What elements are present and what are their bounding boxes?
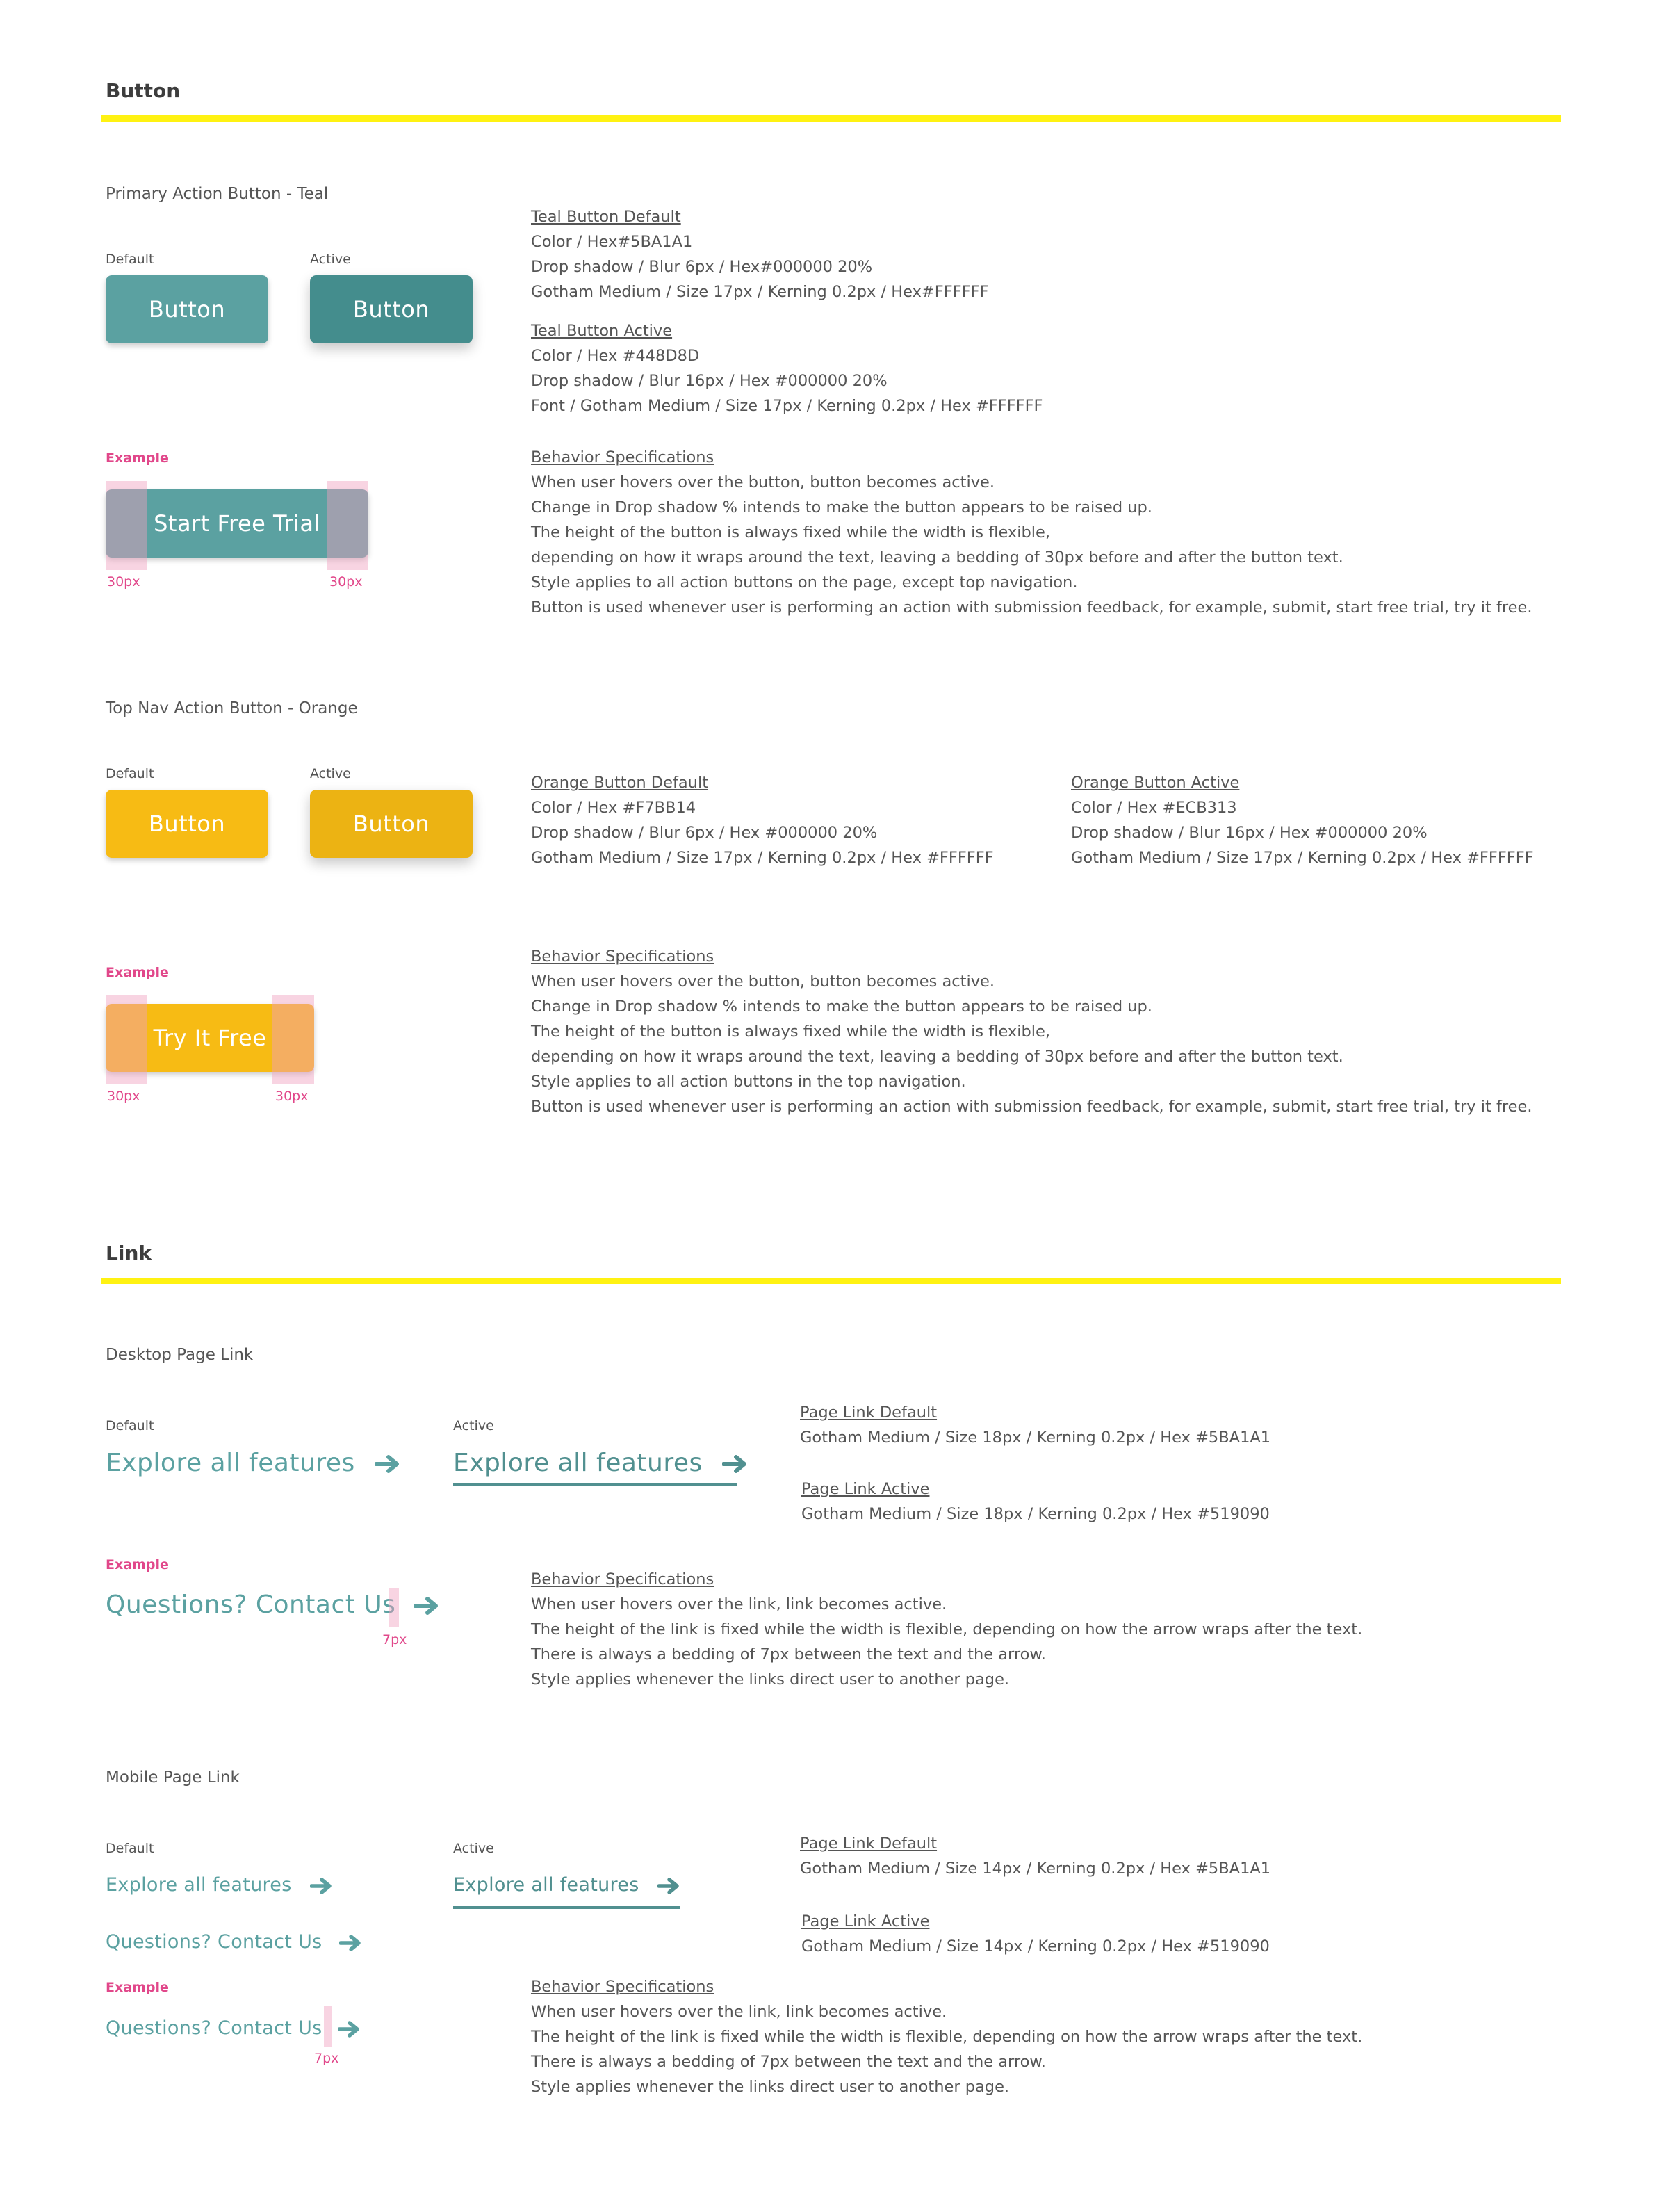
spec-line: When user hovers over the link, link becomes active. [531, 2003, 947, 2021]
spec-line: Color / Hex #ECB313 [1071, 799, 1237, 817]
spec-line: Drop shadow / Blur 16px / Hex #000000 20% [531, 372, 888, 390]
primary-example-label: Example [106, 450, 169, 466]
mobile-link-title: Mobile Page Link [106, 1768, 240, 1787]
arrow-right-icon [310, 1878, 334, 1894]
mobile-link-default[interactable] [106, 1874, 334, 1896]
desktop-link-active[interactable] [453, 1449, 749, 1477]
spec-line: depending on how it wraps around the text, leaving a bedding of 30px before and after the button text. [531, 1048, 1343, 1066]
spec-line: The height of the link is fixed while the width is flexible, depending on how the arrow wraps after the text. [531, 1620, 1363, 1638]
topnav-example-label: Example [106, 965, 169, 980]
desktop-behavior-head: Behavior Specifications [531, 1570, 714, 1588]
spec-line: Drop shadow / Blur 6px / Hex#000000 20% [531, 258, 873, 276]
button-section-title: Button [106, 79, 181, 102]
topnav-behavior-spec [531, 944, 1532, 1119]
button-section-rule [101, 115, 1561, 122]
mobile-contact-link[interactable] [106, 1931, 363, 1953]
gap-marker [324, 2006, 332, 2047]
primary-behavior-spec [531, 445, 1532, 620]
teal-button-default[interactable]: Button [106, 275, 268, 343]
mobile-link-active-underline [453, 1906, 680, 1909]
desktop-link-title: Desktop Page Link [106, 1346, 254, 1364]
spec-line: Color / Hex#5BA1A1 [531, 233, 693, 251]
desktop-active-label: Active [453, 1418, 494, 1433]
teal-button-active[interactable]: Button [310, 275, 473, 343]
desktop-active-spec [801, 1477, 1270, 1527]
topnav-active-label: Active [310, 766, 351, 781]
spec-line: Gotham Medium / Size 17px / Kerning 0.2px / Hex #FFFFFF [1071, 849, 1534, 867]
mobile-contact-link-text: Questions? Contact Us [106, 1931, 322, 1953]
mobile-behavior-spec [531, 1974, 1362, 2099]
spec-line: Drop shadow / Blur 6px / Hex #000000 20% [531, 824, 878, 842]
teal-active-spec [531, 318, 1042, 418]
mobile-link-active-text: Explore all features [453, 1874, 639, 1896]
orange-default-spec-head: Orange Button Default [531, 774, 709, 792]
mobile-default-spec-head: Page Link Default [800, 1835, 938, 1853]
mobile-behavior-head: Behavior Specifications [531, 1978, 714, 1996]
desktop-link-default[interactable] [106, 1449, 401, 1477]
gap-marker [389, 1588, 399, 1627]
padding-marker-right [272, 995, 314, 1084]
start-free-trial-button[interactable]: Start Free Trial [106, 489, 368, 558]
mobile-link-active[interactable] [453, 1874, 681, 1896]
mobile-default-spec [800, 1831, 1270, 1881]
spec-line: Gotham Medium / Size 18px / Kerning 0.2px / Hex #5BA1A1 [800, 1429, 1271, 1447]
padding-marker-right [327, 481, 368, 570]
primary-active-label: Active [310, 252, 351, 267]
spec-line: Color / Hex #F7BB14 [531, 799, 696, 817]
try-it-free-button[interactable]: Try It Free [106, 1004, 314, 1072]
spec-line: Style applies whenever the links direct user to another page. [531, 1670, 1010, 1689]
desktop-default-spec-head: Page Link Default [800, 1404, 938, 1422]
desktop-link-active-text: Explore all features [453, 1449, 703, 1477]
mobile-example-label: Example [106, 1980, 169, 1995]
arrow-right-icon [339, 1935, 363, 1951]
spec-line: Change in Drop shadow % intends to make the button appears to be raised up. [531, 998, 1152, 1016]
gap-label: 7px [314, 2051, 339, 2066]
desktop-default-label: Default [106, 1418, 154, 1433]
mobile-link-default-text: Explore all features [106, 1874, 292, 1896]
orange-default-spec [531, 770, 994, 870]
primary-button-title: Primary Action Button - Teal [106, 185, 329, 203]
padding-marker-left [106, 481, 147, 570]
spec-line: Style applies to all action buttons on the page, except top navigation. [531, 574, 1078, 592]
desktop-default-spec [800, 1400, 1270, 1450]
orange-button-active[interactable]: Button [310, 790, 473, 858]
topnav-behavior-head: Behavior Specifications [531, 948, 714, 966]
teal-default-spec [531, 204, 988, 304]
spec-line: There is always a bedding of 7px between the text and the arrow. [531, 2053, 1046, 2071]
spec-line: Gotham Medium / Size 14px / Kerning 0.2px / Hex #519090 [801, 1937, 1270, 1955]
mobile-example-link-text: Questions? Contact Us [106, 2017, 322, 2039]
mobile-default-label: Default [106, 1841, 154, 1856]
arrow-right-icon [657, 1878, 681, 1894]
link-section-title: Link [106, 1242, 152, 1264]
mobile-active-spec [801, 1909, 1270, 1959]
mobile-active-label: Active [453, 1841, 494, 1856]
spec-line: Gotham Medium / Size 17px / Kerning 0.2px / Hex#FFFFFF [531, 283, 989, 301]
spec-line: The height of the button is always fixed while the width is flexible, [531, 523, 1051, 542]
spec-line: Gotham Medium / Size 17px / Kerning 0.2px / Hex #FFFFFF [531, 849, 994, 867]
spec-line: Gotham Medium / Size 14px / Kerning 0.2px / Hex #5BA1A1 [800, 1860, 1271, 1878]
arrow-right-icon [414, 1597, 440, 1615]
desktop-behavior-spec [531, 1567, 1362, 1692]
padding-label-left: 30px [107, 574, 140, 589]
gap-label: 7px [382, 1632, 407, 1648]
spec-line: When user hovers over the button, button becomes active. [531, 473, 995, 491]
teal-active-spec-head: Teal Button Active [531, 322, 673, 340]
link-section-rule [101, 1278, 1561, 1284]
topnav-button-title: Top Nav Action Button - Orange [106, 699, 358, 717]
desktop-active-spec-head: Page Link Active [801, 1480, 930, 1498]
spec-line: Change in Drop shadow % intends to make the button appears to be raised up. [531, 498, 1152, 517]
spec-line: Style applies to all action buttons in the top navigation. [531, 1073, 966, 1091]
orange-active-spec [1071, 770, 1534, 870]
spec-line: Color / Hex #448D8D [531, 347, 700, 365]
primary-default-label: Default [106, 252, 154, 267]
spec-line: When user hovers over the button, button becomes active. [531, 973, 995, 991]
orange-active-spec-head: Orange Button Active [1071, 774, 1240, 792]
spec-line: The height of the button is always fixed while the width is flexible, [531, 1023, 1051, 1041]
padding-label-right: 30px [329, 574, 363, 589]
topnav-default-label: Default [106, 766, 154, 781]
mobile-active-spec-head: Page Link Active [801, 1912, 930, 1930]
desktop-link-default-text: Explore all features [106, 1449, 355, 1477]
padding-marker-left [106, 995, 147, 1084]
arrow-right-icon [375, 1455, 401, 1473]
desktop-link-active-underline [453, 1483, 737, 1486]
spec-line: When user hovers over the link, link becomes active. [531, 1595, 947, 1613]
padding-label-right: 30px [275, 1089, 309, 1104]
spec-line: Style applies whenever the links direct user to another page. [531, 2078, 1010, 2096]
padding-label-left: 30px [107, 1089, 140, 1104]
teal-default-spec-head: Teal Button Default [531, 208, 681, 226]
spec-line: depending on how it wraps around the text, leaving a bedding of 30px before and after the button text. [531, 548, 1343, 567]
spec-line: Gotham Medium / Size 18px / Kerning 0.2px / Hex #519090 [801, 1505, 1270, 1523]
spec-line: Drop shadow / Blur 16px / Hex #000000 20% [1071, 824, 1428, 842]
arrow-right-icon [338, 2021, 361, 2038]
spec-line: The height of the link is fixed while the width is flexible, depending on how the arrow wraps after the text. [531, 2028, 1363, 2046]
desktop-example-label: Example [106, 1557, 169, 1572]
spec-line: Font / Gotham Medium / Size 17px / Kerning 0.2px / Hex #FFFFFF [531, 397, 1043, 415]
spec-line: Button is used whenever user is performing an action with submission feedback, for example, submit, start free trial, try it free. [531, 1098, 1532, 1116]
arrow-right-icon [722, 1455, 749, 1473]
spec-line: Button is used whenever user is performing an action with submission feedback, for example, submit, start free trial, try it free. [531, 599, 1532, 617]
orange-button-default[interactable]: Button [106, 790, 268, 858]
primary-behavior-head: Behavior Specifications [531, 448, 714, 466]
spec-line: There is always a bedding of 7px between the text and the arrow. [531, 1645, 1046, 1664]
desktop-example-link-text: Questions? Contact Us [106, 1591, 396, 1619]
